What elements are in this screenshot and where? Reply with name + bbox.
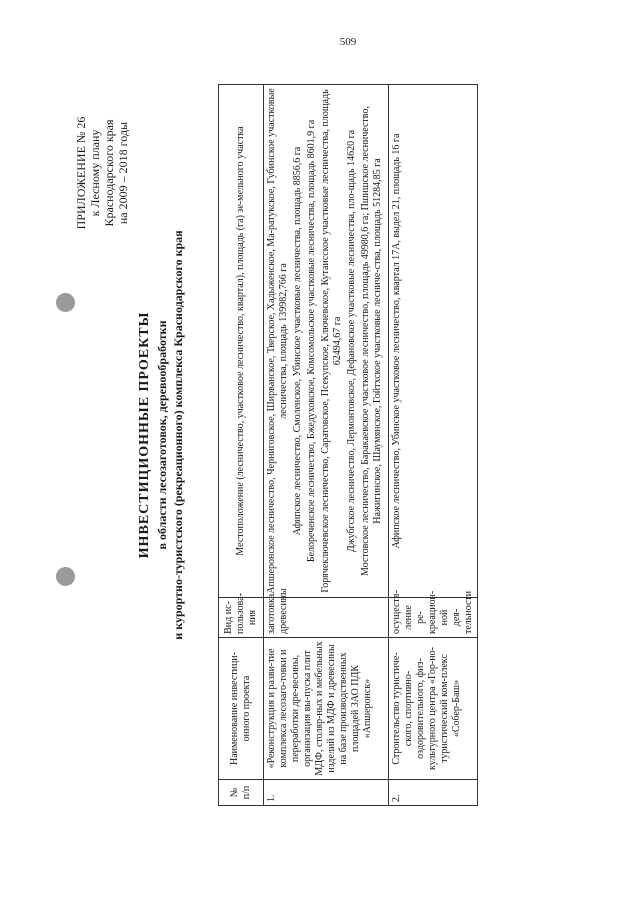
table-row	[264, 85, 389, 806]
header-num: № п/п	[219, 780, 264, 806]
row-num: 2.	[389, 780, 478, 806]
location-line: Белореченское лесничество, Бжедуховское, Комсомольское участковые лесничества, площадь 8601,9 га	[306, 119, 317, 563]
location-line: Афипское лесничество, Смоленское, Убинское участковые лесничества, площадь 8856,6 га	[292, 146, 303, 536]
table-header-row	[219, 85, 264, 806]
table-row	[389, 85, 478, 806]
projects-table	[218, 84, 478, 806]
row-project-name: «Реконструкция и разви-тие комплекса лесозаго-товки и переработки дре-весины, организация вы-пуска плит МДФ, столяр-ных и мебельных изделий из МДФ и древесины на базе производственных площадей ЗАО ПДК «Апшеронск»	[264, 638, 389, 780]
rotated-document	[74, 50, 554, 820]
document-title	[136, 50, 186, 820]
binder-hole	[56, 293, 75, 312]
row-project-name: Строительство туристиче-ского, спортивно-оздоровительного, физ-культурного центра «Гор-но-туристический ком-плекс «Собер-Баш»	[389, 638, 478, 780]
location-line: Апшеронское лесничество, Черниговское, Ширванское, Тверское, Хадыженское, Ма-ратукское, Губинское участковые лесничества, площадь 139982,766 га	[266, 88, 289, 594]
appendix-line: к Лесному плану	[88, 129, 102, 217]
row-usage-type: осуществ-ление ре-креацион-ной дея-тельности	[389, 598, 478, 638]
row-num: 1.	[264, 780, 389, 806]
header-name: Наименование инвестици-онного проекта	[219, 638, 264, 780]
location-line: Горячеключевское лесничество, Саратовское, Псекупское, Ключевское, Кутаисское участковые лесничества, площадь 62494,67 га	[320, 89, 343, 593]
title-subtitle: и курортно-туристского (рекреационного) комплекса Краснодарского края	[171, 230, 185, 640]
row-usage-type: заготовка древесины	[264, 598, 389, 638]
location-line: Афипское лесничество, Убинское участковое лесничество, квартал 17А, выдел 21, площадь 16 га	[391, 133, 402, 549]
appendix-line: на 2009 – 2018 годы	[116, 121, 130, 225]
row-location	[264, 85, 389, 598]
header-location: Местоположение (лесничество, участковое лесничество, квартал), площадь (га) зе-мельного участка	[219, 85, 264, 598]
appendix-block	[74, 58, 130, 288]
location-line: Мостовское лесничество, Баракаевское участковое лесничество, площадь 49980,6 га; Пшишское лесничество, Нажигинское, Шаумянское, Гойтхское участковые лесниче-ства, площадь 51284,85 га	[360, 106, 383, 576]
page-number: 509	[339, 36, 357, 48]
header-type: Вид ис-пользова-ния	[219, 598, 264, 638]
title-subtitle: в области лесозаготовок, деревообработки	[155, 320, 169, 550]
row-location	[389, 85, 478, 598]
binder-hole	[56, 567, 75, 586]
location-line: Джубгское лесничество, Лермонтовское, Дефановское участковые лесничества, пло-щадь 14620 га	[346, 129, 357, 553]
title-main: ИНВЕСТИЦИОННЫЕ ПРОЕКТЫ	[137, 311, 152, 559]
appendix-line: Краснодарского края	[102, 119, 116, 227]
appendix-line: ПРИЛОЖЕНИЕ № 26	[74, 116, 88, 230]
